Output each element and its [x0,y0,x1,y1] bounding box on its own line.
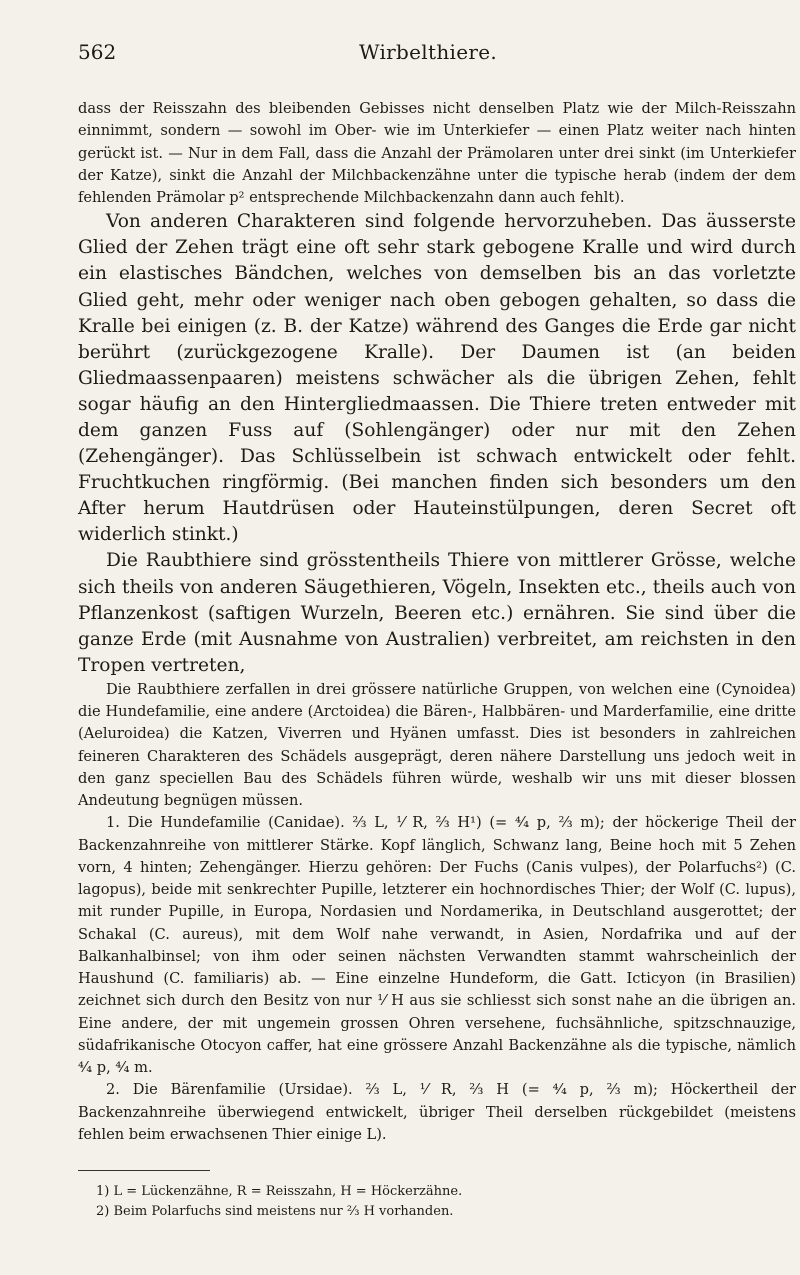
paragraph-4: Die Raubthiere zerfallen in drei grössere natürliche Gruppen, von welchen eine (Cynoidea) die Hundefamilie, eine andere (Arctoidea) die Bären-, Halbbären- und Marderfamilie, eine dritte (Aeluroidea) die Katzen, Viverren und Hyänen umfasst. Dies ist besonders in zahlreichen feineren Charakteren des Schädels ausgeprägt, deren nähere Darstellung uns jedoch weit in den ganz speciellen Bau des Schädels führen würde, weshalb wir uns mit dieser blossen Andeutung begnügen müssen. [78,680,796,810]
paragraph-6: 2. Die Bärenfamilie (Ursidae). ⅔ L, ⅟ R, ⅔ H (= ⁴⁄₄ p, ⅔ m); Höckertheil der Backenzahnreihe überwiegend entwickelt, übriger Theil derselben rückgebildet (meistens fehlen beim erwachsenen Thier einige L). [78,1081,796,1143]
footnote-1: 1) L = Lückenzähne, R = Reisszahn, H = Höckerzähne. [96,1184,463,1199]
paragraph-5: 1. Die Hundefamilie (Canidae). ⅔ L, ⅟ R, ⅔ H¹) (= ⁴⁄₄ p, ⅔ m); der höckerige Theil der Backenzahnreihe von mittlerer Stärke. Kopf länglich, Schwanz lang, Beine hoch mit 5 Zehen vorn, 4 hinten; Zehengänger. Hierzu gehören: Der Fuchs (Canis vulpes), der Polarfuchs²) (C. lagopus), beide mit senkrechter Pupille, letzterer ein hochnordisches Thier; der Wolf (C. lupus), mit runder Pupille, in Europa, Nordasien und Nordamerika, in Deutschland ausgerottet; der Schakal (C. aureus), mit dem Wolf nahe verwandt, in Asien, Nordafrika und auf der Balkanhalbinsel; von ihm oder seinen nächsten Verwandten stammt wahrscheinlich der Haushund (C. familiaris) ab. — Eine einzelne Hundeform, die Gatt. Icticyon (in Brasilien) zeichnet sich durch den Besitz von nur ⅟ H aus sie schliesst sich sonst nahe an die übrigen an. Eine andere, der mit ungemein grossen Ohren versehene, fuchsähnliche, spitzschnauzige, südafrikanische Otocyon caffer, hat eine grössere Anzahl Backenzähne als die typische, nämlich ⁴⁄₄ p, ⁴⁄₄ m. [78,814,796,1077]
page-header [78,40,778,68]
paragraph-3: Die Raubthiere sind grösstentheils Thiere von mittlerer Grösse, welche sich theils von anderen Säugethieren, Vögeln, Insekten etc., theils auch von Pflanzenkost (saftigen Wurzeln, Beeren etc.) ernähren. Sie sind über die ganze Erde (mit Ausnahme von Australien) verbreitet, am reichsten in den Tropen vertreten, [78,550,796,676]
paragraph-2: Von anderen Charakteren sind folgende hervorzuheben. Das äusserste Glied der Zehen trägt eine oft sehr stark gebogene Kralle und wird durch ein elastisches Bändchen, welches von demselben bis an das vorletzte Glied geht, mehr oder weniger nach oben gebogen gehalten, so dass die Kralle bei einigen (z. B. der Katze) während des Ganges die Erde gar nicht berührt (zurückgezogene Kralle). Der Daumen ist (an beiden Gliedmaassenpaaren) meistens schwächer als die übrigen Zehen, fehlt sogar häufig an den Hintergliedmaassen. Die Thiere treten entweder mit dem ganzen Fuss auf (Sohlengänger) oder nur mit den Zehen (Zehengänger). Das Schlüsselbein ist schwach entwickelt oder fehlt. Fruchtkuchen ringförmig. (Bei manchen finden sich besonders um den After herum Hautdrüsen oder Hauteinstülpungen, deren Secret oft widerlich stinkt.) [78,211,796,546]
page-number: 562 [78,40,117,64]
paragraph-1: dass der Reisszahn des bleibenden Gebisses nicht denselben Platz wie der Milch-Reisszahn einnimmt, sondern — sowohl im Ober- wie im Unterkiefer — einen Platz weiter nach hinten gerückt ist. — Nur in dem Fall, dass die Anzahl der Prämolaren unter drei sinkt (im Unterkiefer der Katze), sinkt die Anzahl der Milchbackenzähne unter die typische herab (indem der dem fehlenden Prämolar p² entsprechende Milchbackenzahn dann auch fehlt). [78,100,796,206]
body-text [78,98,796,1146]
running-title: Wirbelthiere. [358,40,497,64]
footnote-2: 2) Beim Polarfuchs sind meistens nur ⅔ H vorhanden. [96,1204,454,1219]
footnote-rule [78,1170,210,1171]
footnotes [78,1182,796,1222]
